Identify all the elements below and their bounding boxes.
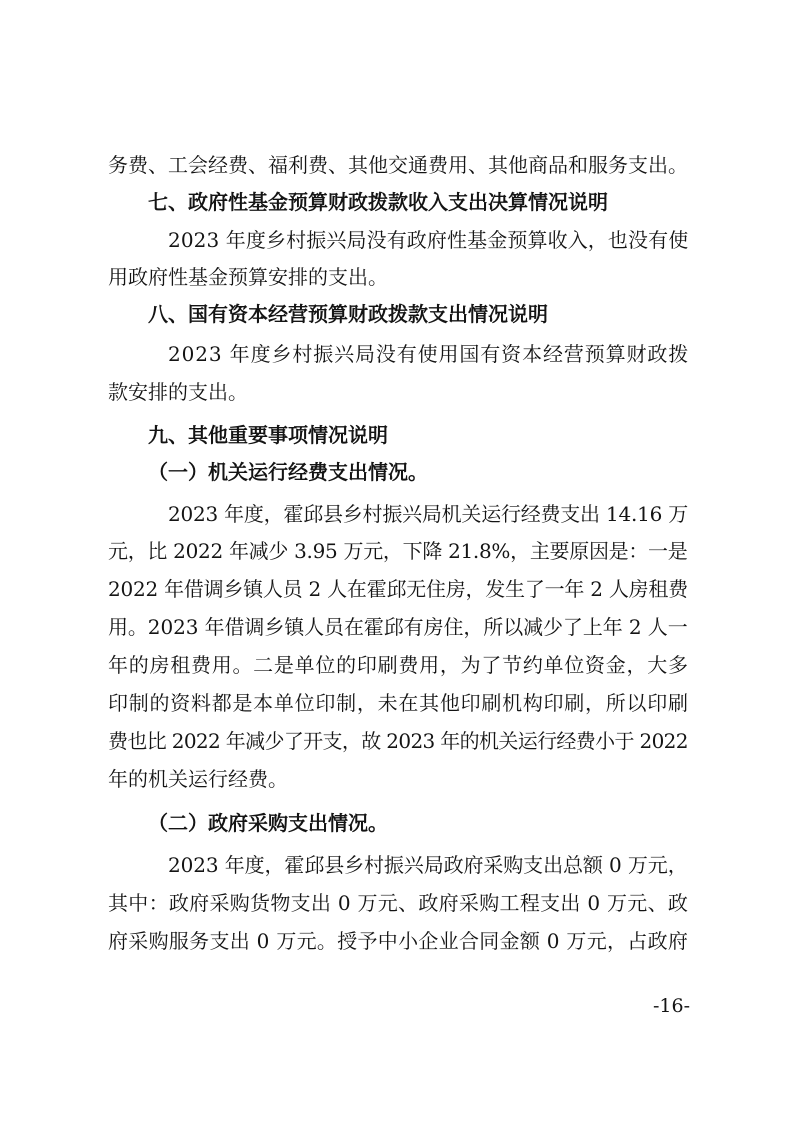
- body-text-line: 用。2023 年借调乡镇人员在霍邱有房住，所以减少了上年 2 人一: [108, 615, 688, 639]
- body-text-line: 元，比 2022 年减少 3.95 万元，下降 21.8%，主要原因是：一是: [108, 539, 688, 563]
- body-text-line: 年的房租费用。二是单位的印刷费用，为了节约单位资金，大多: [108, 653, 689, 677]
- section-heading-7: 七、政府性基金预算财政拨款收入支出决算情况说明: [148, 190, 608, 214]
- body-text-line: 2023 年度，霍邱县乡村振兴局机关运行经费支出 14.16 万: [168, 502, 689, 526]
- body-text-line: 款安排的支出。: [108, 380, 248, 404]
- body-text-line: 用政府性基金预算安排的支出。: [108, 265, 388, 289]
- body-text-line: 务费、工会经费、福利费、其他交通费用、其他商品和服务支出。: [108, 153, 688, 177]
- body-text-line: 2022 年借调乡镇人员 2 人在霍邱无住房，发生了一年 2 人房租费: [108, 577, 688, 601]
- subsection-heading-1: （一）机关运行经费支出情况。: [148, 460, 428, 484]
- body-text-line: 2023 年度乡村振兴局没有政府性基金预算收入，也没有使: [168, 228, 689, 252]
- section-heading-9: 九、其他重要事项情况说明: [148, 423, 388, 447]
- body-text-line: 府采购服务支出 0 万元。授予中小企业合同金额 0 万元，占政府: [108, 929, 689, 953]
- subsection-heading-2: （二）政府采购支出情况。: [148, 811, 388, 835]
- body-text-line: 印制的资料都是本单位印制，未在其他印刷机构印刷，所以印刷: [108, 691, 689, 715]
- section-heading-8: 八、国有资本经营预算财政拨款支出情况说明: [148, 302, 548, 326]
- body-text-line: 2023 年度，霍邱县乡村振兴局政府采购支出总额 0 万元，: [168, 853, 688, 877]
- page-number: -16-: [653, 995, 691, 1017]
- body-text-line: 费也比 2022 年减少了开支，故 2023 年的机关运行经费小于 2022: [108, 729, 688, 753]
- body-text-line: 2023 年度乡村振兴局没有使用国有资本经营预算财政拨: [168, 342, 690, 366]
- body-text-line: 年的机关运行经费。: [108, 767, 288, 791]
- body-text-line: 其中：政府采购货物支出 0 万元、政府采购工程支出 0 万元、政: [108, 891, 689, 915]
